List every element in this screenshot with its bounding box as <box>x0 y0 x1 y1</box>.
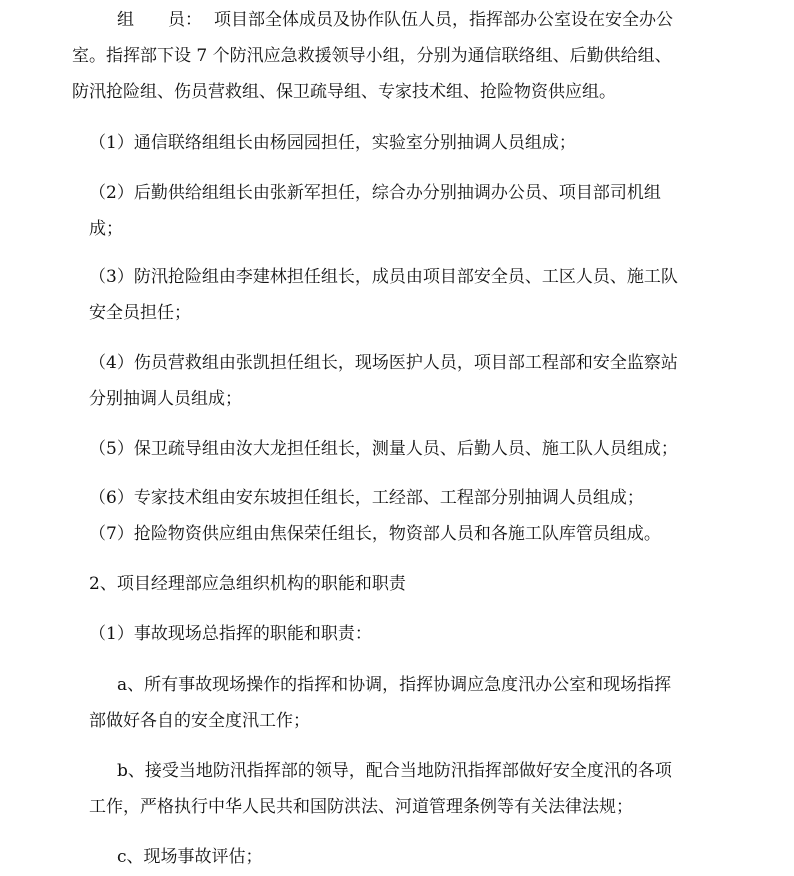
item-1-line-1: （1）通信联络组组长由杨园园担任，实验室分别抽调人员组成； <box>89 133 576 153</box>
item-b-line-1: b、接受当地防汛指挥部的领导，配合当地防汛指挥部做好安全度汛的各项 <box>117 761 672 781</box>
members-label: 组 员： <box>117 10 202 30</box>
item-6-line-1: （6）专家技术组由安东坡担任组长，工经部、工程部分别抽调人员组成； <box>89 488 644 508</box>
members-line-2: 室。指挥部下设 7 个防汛应急救援领导小组，分别为通信联络组、后勤供给组、 <box>72 46 672 66</box>
item-4-line-2: 分别抽调人员组成； <box>89 389 242 409</box>
members-text: 项目部全体成员及协作队伍人员，指挥部办公室设在安全办公 <box>214 10 673 30</box>
item-a-line-1: a、所有事故现场操作的指挥和协调，指挥协调应急度汛办公室和现场指挥 <box>117 675 672 695</box>
item-7-line-1: （7）抢险物资供应组由焦保荣任组长，物资部人员和各施工队库管员组成。 <box>89 524 661 544</box>
item-2-line-1: （2）后勤供给组组长由张新军担任，综合办分别抽调办公员、项目部司机组 <box>89 183 661 203</box>
item-c-line-1: c、现场事故评估； <box>117 847 263 867</box>
item-5-line-1: （5）保卫疏导组由汝大龙担任组长，测量人员、后勤人员、施工队人员组成； <box>89 439 678 459</box>
item-a-line-2: 部做好各自的安全度汛工作； <box>89 711 310 731</box>
members-line-1 <box>117 8 673 32</box>
subsection-1-heading: （1）事故现场总指挥的职能和职责： <box>89 624 372 644</box>
item-2-line-2: 成； <box>89 219 123 239</box>
members-line-3: 防汛抢险组、伤员营救组、保卫疏导组、专家技术组、抢险物资供应组。 <box>72 82 616 102</box>
item-4-line-1: （4）伤员营救组由张凯担任组长，现场医护人员，项目部工程部和安全监察站 <box>89 353 678 373</box>
item-b-line-2: 工作，严格执行中华人民共和国防洪法、河道管理条例等有关法律法规； <box>89 797 633 817</box>
section-2-heading: 2、项目经理部应急组织机构的职能和职责 <box>89 574 406 594</box>
item-3-line-2: 安全员担任； <box>89 303 191 323</box>
item-3-line-1: （3）防汛抢险组由李建林担任组长，成员由项目部安全员、工区人员、施工队 <box>89 267 678 287</box>
